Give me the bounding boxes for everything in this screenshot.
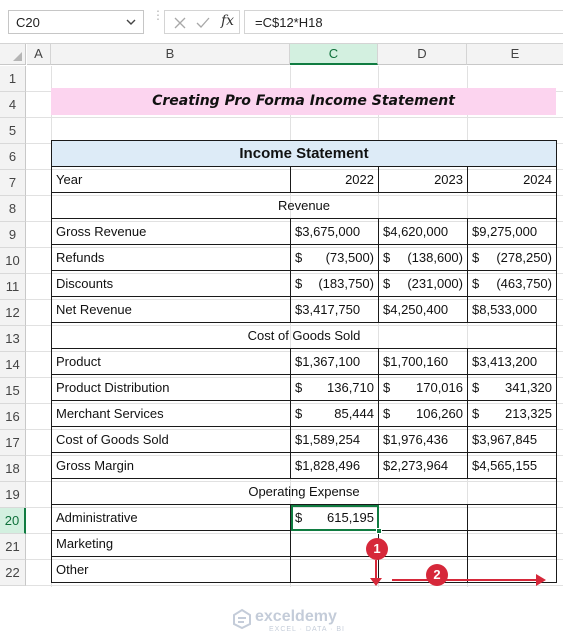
currency-symbol: $3,413,200 [472, 354, 538, 369]
currency-symbol: $ [295, 250, 303, 265]
cell-amount: (138,600) [407, 250, 463, 265]
column-header-c[interactable]: C [290, 44, 378, 65]
currency-symbol: $1,589,254 [295, 432, 361, 447]
currency-symbol: $ [472, 380, 480, 395]
drag-handle-icon[interactable]: ⋮ [152, 8, 164, 22]
row-header-5[interactable]: 5 [0, 118, 26, 144]
row-header-1[interactable]: 1 [0, 66, 26, 92]
row-label[interactable]: Merchant Services [52, 401, 291, 427]
cell-amount: 136,710 [327, 380, 374, 395]
currency-symbol: $4,620,000 [383, 224, 449, 239]
currency-symbol: $ [383, 406, 391, 421]
row-label[interactable]: Product [52, 349, 291, 375]
cell-amount: 615,195 [327, 510, 374, 525]
exceldemy-logo-icon [231, 608, 253, 630]
row-header-10[interactable]: 10 [0, 248, 26, 274]
currency-symbol: $1,700,160 [383, 354, 449, 369]
section-revenue-label[interactable]: Revenue [52, 193, 557, 219]
column-header-a[interactable]: A [27, 44, 51, 65]
currency-symbol: $ [295, 406, 303, 421]
insert-function-icon[interactable]: fx [221, 13, 235, 29]
row-label[interactable]: Marketing [52, 531, 291, 557]
currency-symbol: $4,250,400 [383, 302, 449, 317]
row-label[interactable]: Discounts [52, 271, 291, 297]
formula-text: =C$12*H18 [255, 15, 323, 30]
row-header-6[interactable]: 6 [0, 144, 26, 170]
row-header-16[interactable]: 16 [0, 404, 26, 430]
currency-symbol: $ [383, 276, 391, 291]
watermark-subtitle: EXCEL · DATA · BI [269, 626, 345, 633]
year-2023[interactable]: 2023 [379, 167, 468, 193]
watermark-name: exceldemy [255, 608, 337, 625]
column-header-e[interactable]: E [467, 44, 563, 65]
row-header-18[interactable]: 18 [0, 456, 26, 482]
currency-symbol: $1,976,436 [383, 432, 449, 447]
row-header-4[interactable]: 4 [0, 92, 26, 118]
row-header-8[interactable]: 8 [0, 196, 26, 222]
cell-amount: (231,000) [407, 276, 463, 291]
currency-symbol: $ [472, 276, 480, 291]
row-label[interactable]: Administrative [52, 505, 291, 531]
row-header-14[interactable]: 14 [0, 352, 26, 378]
cell-amount: 213,325 [505, 406, 552, 421]
watermark-logo [231, 604, 381, 640]
row-label[interactable]: Net Revenue [52, 297, 291, 323]
row-header-13[interactable]: 13 [0, 326, 26, 352]
row-header-15[interactable]: 15 [0, 378, 26, 404]
row-label[interactable]: Gross Margin [52, 453, 291, 479]
cell-amount: 106,260 [416, 406, 463, 421]
row-label[interactable]: Cost of Goods Sold [52, 427, 291, 453]
currency-symbol: $ [295, 380, 303, 395]
currency-symbol: $2,273,964 [383, 458, 449, 473]
row-header-12[interactable]: 12 [0, 300, 26, 326]
currency-symbol: $ [472, 250, 480, 265]
cell-amount: (183,750) [318, 276, 374, 291]
row-header-11[interactable]: 11 [0, 274, 26, 300]
row-label[interactable]: Refunds [52, 245, 291, 271]
row-label[interactable]: Gross Revenue [52, 219, 291, 245]
banner-title: Creating Pro Forma Income Statement [51, 88, 556, 115]
currency-symbol: $ [295, 276, 303, 291]
currency-symbol: $ [383, 380, 391, 395]
currency-symbol: $3,675,000 [295, 224, 361, 239]
currency-symbol: $ [383, 250, 391, 265]
currency-symbol: $1,828,496 [295, 458, 361, 473]
year-2022[interactable]: 2022 [291, 167, 379, 193]
row-label[interactable]: Product Distribution [52, 375, 291, 401]
row-header-17[interactable]: 17 [0, 430, 26, 456]
row-header-7[interactable]: 7 [0, 170, 26, 196]
annotation-badge-2: 2 [426, 564, 448, 586]
row-header-22[interactable]: 22 [0, 560, 26, 586]
cell-amount: 341,320 [505, 380, 552, 395]
name-box-value: C20 [16, 15, 40, 30]
row-header-20[interactable]: 20 [0, 508, 26, 534]
section-cogs-label[interactable]: Cost of Goods Sold [52, 323, 557, 349]
row-header-21[interactable]: 21 [0, 534, 26, 560]
cell-amount: (463,750) [496, 276, 552, 291]
year-label[interactable]: Year [52, 167, 291, 193]
annotation-badge-1: 1 [366, 538, 388, 560]
row-header-19[interactable]: 19 [0, 482, 26, 508]
year-2024[interactable]: 2024 [468, 167, 557, 193]
currency-symbol: $9,275,000 [472, 224, 538, 239]
currency-symbol: $1,367,100 [295, 354, 361, 369]
table-title[interactable]: Income Statement [52, 141, 557, 167]
cell-amount: 170,016 [416, 380, 463, 395]
row-label[interactable]: Other [52, 557, 291, 583]
currency-symbol: $ [472, 406, 480, 421]
currency-symbol: $3,967,845 [472, 432, 538, 447]
currency-symbol: $ [295, 510, 303, 525]
column-header-b[interactable]: B [51, 44, 290, 65]
currency-symbol: $8,533,000 [472, 302, 538, 317]
cell-amount: (73,500) [325, 250, 374, 265]
section-opex-label[interactable]: Operating Expense [52, 479, 557, 505]
currency-symbol: $4,565,155 [472, 458, 538, 473]
column-header-d[interactable]: D [378, 44, 467, 65]
cell-amount: 85,444 [334, 406, 374, 421]
cell-amount: (278,250) [496, 250, 552, 265]
currency-symbol: $3,417,750 [295, 302, 361, 317]
row-header-9[interactable]: 9 [0, 222, 26, 248]
